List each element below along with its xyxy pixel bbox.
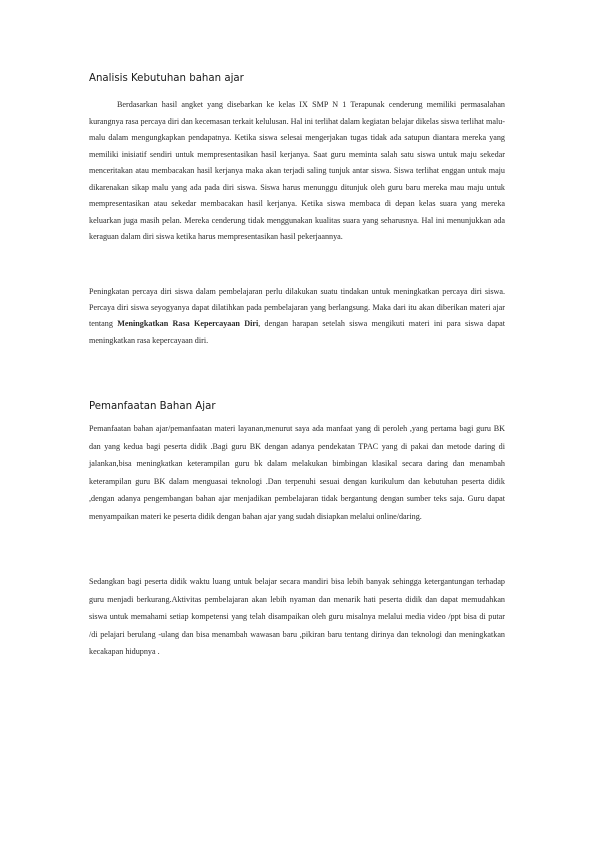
paragraph-analisis-2 [89, 284, 505, 349]
section-body-pemanfaatan-1 [89, 420, 505, 526]
section-body-peningkatan [89, 284, 505, 349]
paragraph-text: Peningkatan percaya diri siswa dalam pembelajaran perlu dilakukan suatu tindakan untuk meningkatkan percaya diri siswa. Percaya diri siswa seyogyanya dapat dilatihkan pada pembelajaran yang berlangsung. Maka dari itu akan diberikan materi ajar tentang [89, 287, 505, 329]
paragraph-analisis-1: Berdasarkan hasil angket yang disebarkan ke kelas IX SMP N 1 Terapunak cenderung memiliki permasalahan kurangnya rasa percaya diri dan kecemasan terkait kelulusan. Hal ini terlihat dalam kegiatan belajar dikelas siswa terlihat malu-malu dalam mengungkapkan pendapatnya. Ketika siswa selesai mengerjakan tugas tidak ada satupun diantara mereka yang memiliki inisiatif sendiri untuk mempresentasikan hasil kerjanya. Saat guru meminta salah satu siswa untuk maju sekedar menceritakan atau membacakan hasil kerjanya maka akan terjadi saling tunjuk antar siswa. Siswa terlihat enggan untuk maju dikarenakan sikap malu yang ada pada diri siswa. Siswa harus menunggu ditunjuk oleh guru baru mereka mau maju untuk mempresentasikan atau sekedar membacakan hasil kerjanya. Ketika siswa membaca di depan kelas suara yang mereka keluarkan juga masih pelan. Mereka cenderung tidak menggunakan kualitas suara yang seharusnya. Hal ini menunjukkan ada keraguan dalam diri siswa ketika harus mempresentasikan hasil pekerjaannya. [89, 100, 505, 241]
paragraph-pemanfaatan-1: Pemanfaatan bahan ajar/pemanfaatan materi layanan,menurut saya ada manfaat yang di peroleh ,yang pertama bagi guru BK dan yang kedua bagi peserta didik .Bagi guru BK dengan adanya pendekatan TPAC yang di pakai dan metode daring di jalankan,bisa meningkatkan keterampilan guru bk dalam melakukan bimbingan klasikal secara daring dan menambah keterampilan guru BK dalam menguasai teknologi .Dan terpenuhi sesuai dengan kurikulum dan kebutuhan peserta didik ,dengan adanya pengembangan bahan ajar menjadikan pembelajaran tidak bergantung dengan sumber teks saja. Guru dapat menyampaikan materi ke peserta didik dengan bahan ajar yang sudah disiapkan melalui online/daring. [89, 424, 505, 521]
section-heading-analisis: Analisis Kebutuhan bahan ajar [89, 73, 244, 84]
section-body-analisis [89, 97, 505, 246]
paragraph-text: , dengan harapan setelah siswa mengikuti materi ini para siswa dapat meningkatkan rasa kepercayaan diri. [89, 319, 505, 345]
paragraph-pemanfaatan-2: Sedangkan bagi peserta didik waktu luang untuk belajar secara mandiri bisa lebih banyak sehingga ketergantungan terhadap guru menjadi berkurang.Aktivitas pembelajaran akan lebih nyaman dan menarik hati peserta didik dan dapat memudahkan siswa untuk memahami setiap kompetensi yang telah disampaikan oleh guru misalnya melalui media video /ppt bisa di putar /di pelajari berulang -ulang dan bisa menambah wawasan baru ,pikiran baru tentang dirinya dan teknologi dan meningkatkan kecakapan hidupnya . [89, 577, 505, 657]
section-body-pemanfaatan-2 [89, 573, 505, 661]
section-heading-pemanfaatan: Pemanfaatan Bahan Ajar [89, 401, 216, 412]
material-title: Meningkatkan Rasa Kepercayaan Diri [117, 319, 259, 329]
